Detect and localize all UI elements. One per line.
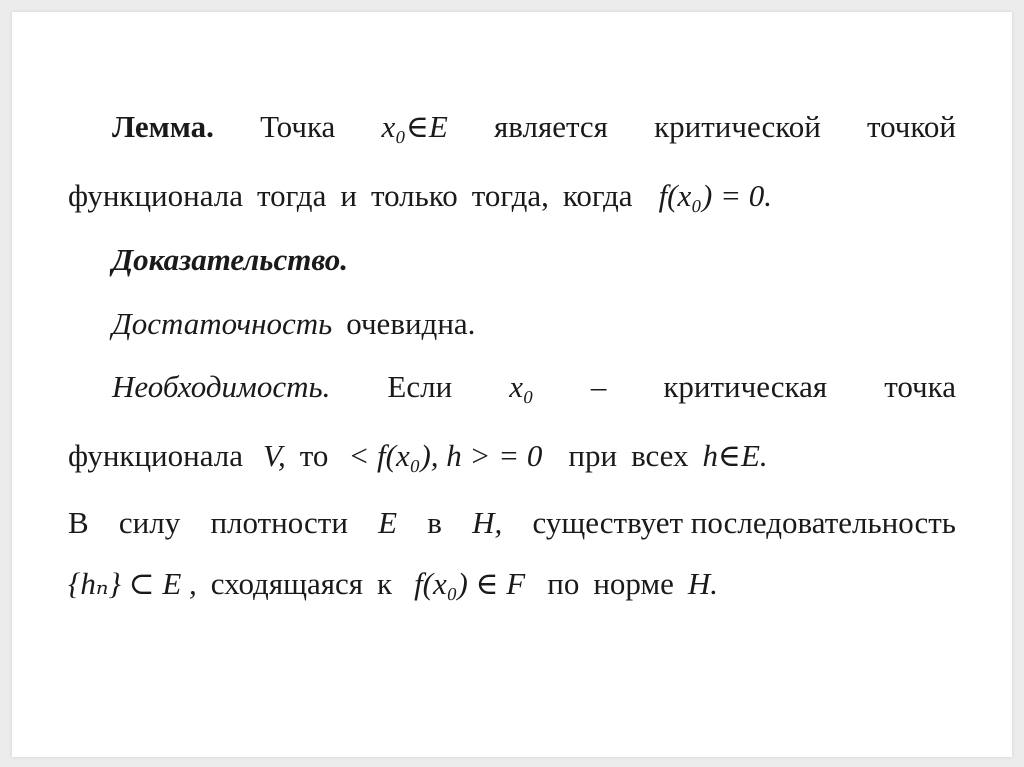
proof-formula-x0: x₀ bbox=[509, 369, 534, 404]
sufficiency-label: Достаточность bbox=[112, 306, 333, 341]
proof-word: существует последовательность bbox=[532, 505, 956, 540]
proof-dash: – bbox=[590, 369, 607, 404]
sufficiency-text: очевидна. bbox=[346, 306, 476, 341]
proof-formula-norm-h: H. bbox=[687, 566, 718, 601]
proof-word: к bbox=[377, 566, 393, 601]
proof-word: В bbox=[68, 505, 89, 540]
proof-word: по bbox=[547, 566, 580, 601]
proof-word: норме bbox=[593, 566, 674, 601]
proof-word: Если bbox=[387, 369, 453, 404]
proof-formula-inner-product: < f(x₀), h > = 0 bbox=[348, 438, 543, 473]
lemma-formula-x0-in-e: x₀∈E bbox=[381, 109, 448, 144]
proof-word: то bbox=[299, 438, 329, 473]
proof-word: силу bbox=[118, 505, 181, 540]
density-line-2 bbox=[68, 564, 956, 604]
lemma-line-1 bbox=[112, 107, 956, 147]
proof-word: плотности bbox=[210, 505, 348, 540]
proof-formula-h-in-e: h∈E. bbox=[702, 438, 768, 473]
proof-word: при bbox=[568, 438, 618, 473]
lemma-word: и bbox=[340, 178, 357, 213]
proof-word: точка bbox=[884, 369, 956, 404]
sufficiency-line bbox=[112, 304, 956, 344]
proof-word: сходящаяся bbox=[210, 566, 363, 601]
lemma-word: функционала bbox=[68, 178, 243, 213]
lemma-line-2 bbox=[68, 176, 956, 216]
proof-formula-e: E bbox=[378, 505, 398, 540]
proof-word: функционала bbox=[68, 438, 243, 473]
proof-heading: Доказательство. bbox=[112, 242, 349, 277]
lemma-word: когда bbox=[562, 178, 633, 213]
necessity-line-2 bbox=[68, 436, 956, 476]
proof-formula-f-x0-in-f: f(x₀) ∈ F bbox=[414, 566, 526, 601]
slide bbox=[12, 12, 1012, 757]
lemma-heading: Лемма. bbox=[112, 109, 214, 144]
lemma-word: только bbox=[370, 178, 458, 213]
lemma-word: является bbox=[494, 109, 608, 144]
density-line-1 bbox=[68, 503, 956, 543]
proof-formula-h: H, bbox=[472, 505, 503, 540]
lemma-word: тогда, bbox=[471, 178, 549, 213]
necessity-label: Необходимость. bbox=[112, 369, 331, 404]
lemma-word: Точка bbox=[260, 109, 336, 144]
proof-word: всех bbox=[631, 438, 689, 473]
lemma-word: точкой bbox=[866, 109, 956, 144]
necessity-line-1 bbox=[112, 367, 956, 407]
proof-heading-line bbox=[112, 240, 956, 280]
lemma-formula-f-x0-zero: f(x₀) = 0. bbox=[658, 178, 773, 213]
proof-word: критическая bbox=[663, 369, 828, 404]
proof-formula-sequence: {hₙ} ⊂ E , bbox=[68, 566, 197, 601]
lemma-word: тогда bbox=[257, 178, 327, 213]
proof-word: в bbox=[427, 505, 442, 540]
lemma-word: критической bbox=[654, 109, 821, 144]
proof-formula-v: V, bbox=[263, 438, 286, 473]
